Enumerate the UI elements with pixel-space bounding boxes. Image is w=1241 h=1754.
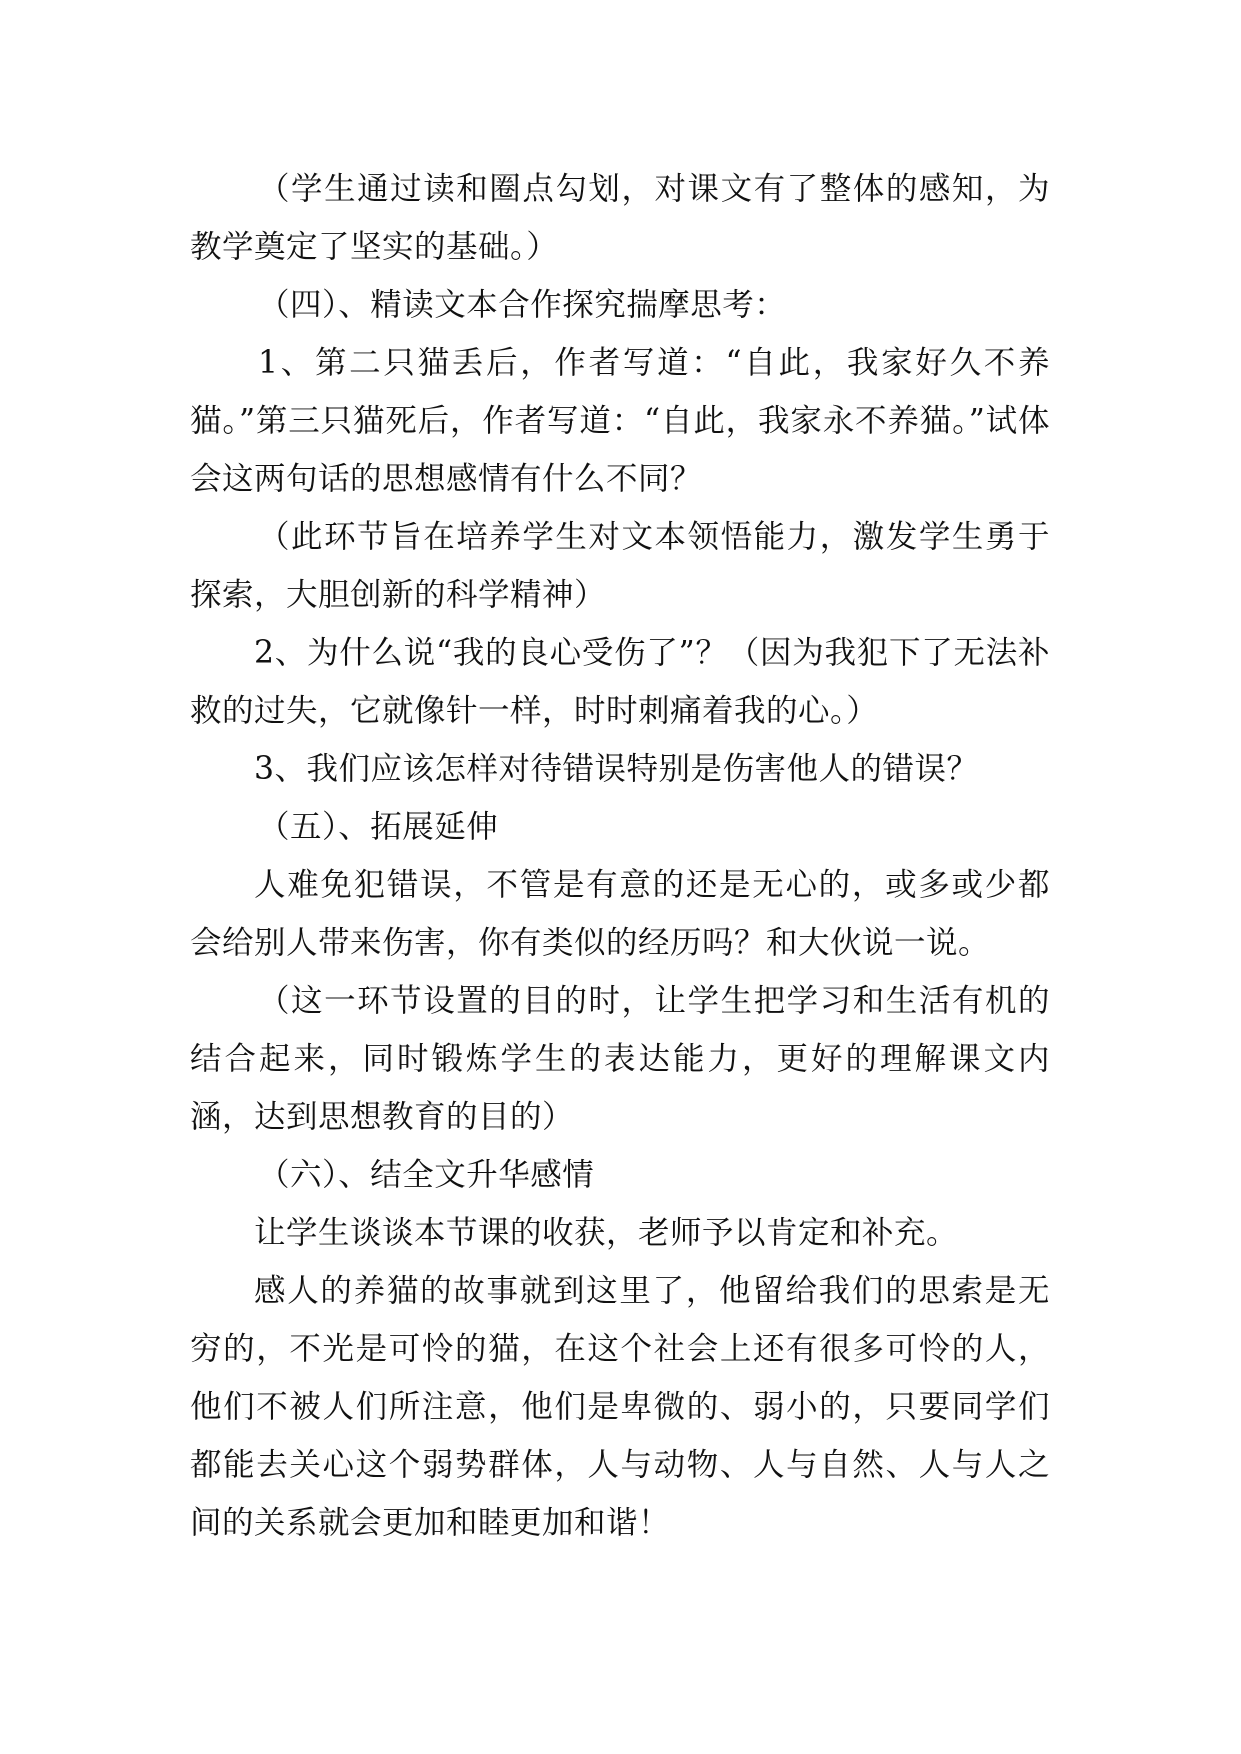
section-heading-5: （五）、拓展延伸 (258, 809, 499, 845)
question-3-paragraph: 3、我们应该怎样对待错误特别是伤害他人的错误？ (254, 751, 979, 787)
question-1-paragraph: 1、第二只猫丢后，作者写道：“自此，我家好久不养猫。”第三只猫死后，作者写道：“自此，我家永不养猫。”试体会这两句话的思想感情有什么不同？ (190, 345, 1050, 497)
closing-paragraph: 感人的养猫的故事就到这里了，他留给我们的思索是无穷的，不光是可怜的猫，在这个社会上还有很多可怜的人，他们不被人们所注意，他们是卑微的、弱小的，只要同学们都能去关心这个弱势群体，人与动物、人与自然、人与人之间的关系就会更加和睦更加和谐！ (190, 1273, 1050, 1541)
section-heading-6: （六）、结全文升华感情 (258, 1157, 595, 1193)
section-heading-4: （四）、精读文本合作探究揣摩思考： (258, 287, 787, 323)
question-2-paragraph: 2、为什么说“我的良心受伤了”？（因为我犯下了无法补救的过失，它就像针一样，时时刺痛着我的心。） (190, 635, 1050, 729)
extension-paragraph: 人难免犯错误，不管是有意的还是无心的，或多或少都会给别人带来伤害，你有类似的经历吗？和大伙说一说。 (190, 867, 1050, 961)
teaching-note-paragraph: （此环节旨在培养学生对文本领悟能力，激发学生勇于探索，大胆创新的科学精神） (190, 519, 1050, 613)
summary-paragraph: 让学生谈谈本节课的收获，老师予以肯定和补充。 (254, 1215, 959, 1251)
teaching-note-paragraph: （这一环节设置的目的时，让学生把学习和生活有机的结合起来，同时锻炼学生的表达能力，更好的理解课文内涵，达到思想教育的目的） (190, 983, 1050, 1135)
teaching-note-paragraph: （学生通过读和圈点勾划，对课文有了整体的感知，为教学奠定了坚实的基础。） (190, 171, 1050, 265)
document-body (190, 160, 1050, 1552)
